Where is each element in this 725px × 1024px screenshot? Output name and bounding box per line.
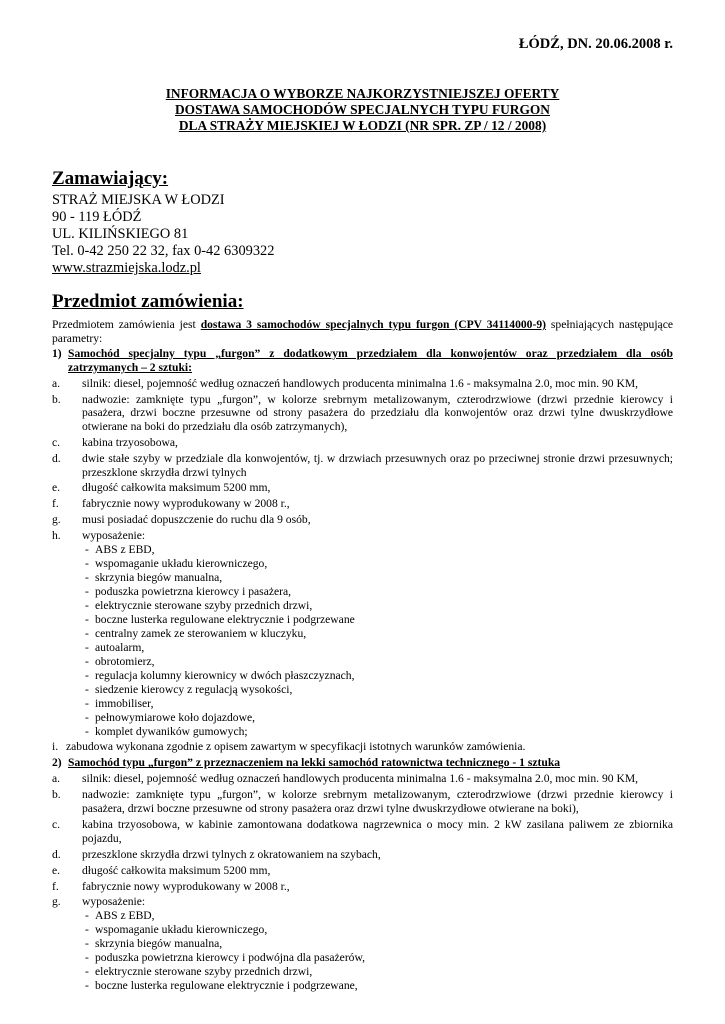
equipment-item: - centralny zamek ze sterowaniem w kluczyku, bbox=[82, 627, 673, 641]
equipment-item: - wspomaganie układu kierowniczego, bbox=[82, 923, 673, 937]
item-letter: g. bbox=[52, 513, 61, 527]
spec-item bbox=[52, 497, 673, 511]
address-line: STRAŻ MIEJSKA W ŁODZI bbox=[52, 192, 225, 208]
spec-item bbox=[52, 895, 673, 909]
item-text: fabrycznie nowy wyprodukowany w 2008 r., bbox=[82, 497, 290, 511]
section-number: 2) bbox=[52, 756, 62, 770]
equipment-item: - ABS z EBD, bbox=[82, 909, 673, 923]
equipment-item: - regulacja kolumny kierownicy w dwóch płaszczyznach, bbox=[82, 669, 673, 683]
intro-text-end: spełniających następujące parametry: bbox=[52, 318, 673, 345]
spec-item bbox=[52, 452, 673, 479]
equipment-item: - autoalarm, bbox=[82, 641, 673, 655]
equipment-item: - immobiliser, bbox=[82, 697, 673, 711]
spec-item bbox=[52, 818, 673, 845]
item-letter: f. bbox=[52, 879, 59, 893]
item-text: dwie stałe szyby w przedziale dla konwojentów, tj. w drzwiach przesuwnych oraz po przeciwnej stronie drzwi przesuwnych; przeszklone skrzydła drzwi tylnych bbox=[82, 451, 673, 479]
item-letter: c. bbox=[52, 817, 61, 831]
equipment-text: poduszka powietrzna kierowcy i pasażera, bbox=[95, 585, 292, 599]
item-letter: a. bbox=[52, 772, 61, 786]
equipment-text: boczne lusterka regulowane elektrycznie i podgrzewane, bbox=[95, 979, 358, 993]
equipment-item: - skrzynia biegów manualna, bbox=[82, 571, 673, 585]
equipment-list bbox=[82, 909, 673, 993]
equipment-item: - elektrycznie sterowane szyby przednich drzwi, bbox=[82, 599, 673, 613]
equipment-item: - elektrycznie sterowane szyby przednich drzwi, bbox=[82, 965, 673, 979]
spec-item bbox=[52, 772, 673, 786]
item-letter: c. bbox=[52, 435, 61, 449]
equipment-item: - pełnowymiarowe koło dojazdowe, bbox=[82, 711, 673, 725]
equipment-item: - siedzenie kierowcy z regulacją wysokości, bbox=[82, 683, 673, 697]
equipment-text: poduszka powietrzna kierowcy i podwójna dla pasażerów, bbox=[95, 951, 365, 965]
contact-line: Tel. 0-42 250 22 32, fax 0-42 6309322 bbox=[52, 243, 275, 259]
section-title: Samochód specjalny typu „furgon” z dodatkowym przedziałem dla konwojentów oraz przedziałem dla osób zatrzymanych – 2 sztuki: bbox=[68, 347, 673, 374]
equipment-text: regulacja kolumny kierownicy w dwóch płaszczyznach, bbox=[95, 669, 355, 683]
equipment-text: siedzenie kierowcy z regulacją wysokości, bbox=[95, 683, 293, 697]
intro-text: Przedmiotem zamówienia jest bbox=[52, 318, 201, 331]
spec-item bbox=[52, 740, 673, 754]
intro-bold-text: dostawa 3 samochodów specjalnych typu furgon (CPV 34114000-9) bbox=[200, 318, 546, 331]
equipment-item: - komplet dywaników gumowych; bbox=[82, 725, 673, 739]
item-letter: e. bbox=[52, 863, 61, 877]
document-date: ŁÓDŹ, DN. 20.06.2008 r. bbox=[518, 36, 673, 52]
item-text: długość całkowita maksimum 5200 mm, bbox=[82, 481, 271, 495]
spec-item bbox=[52, 377, 673, 391]
spec-item bbox=[52, 864, 673, 878]
title-line: INFORMACJA O WYBORZE NAJKORZYSTNIEJSZEJ OFERTY bbox=[165, 86, 560, 101]
przedmiot-heading: Przedmiot zamówienia: bbox=[52, 291, 244, 312]
address-line: 90 - 119 ŁÓDŹ bbox=[52, 209, 142, 225]
item-text: musi posiadać dopuszczenie do ruchu dla 9 osób, bbox=[82, 513, 311, 527]
item-letter: i. bbox=[52, 739, 59, 753]
equipment-text: autoalarm, bbox=[95, 641, 145, 655]
equipment-text: komplet dywaników gumowych; bbox=[95, 725, 248, 739]
item-letter: b. bbox=[52, 788, 61, 802]
section-2-heading bbox=[52, 756, 673, 770]
section-title: Samochód typu „furgon” z przeznaczeniem na lekki samochód ratownictwa technicznego - 1 sztuka bbox=[68, 756, 561, 770]
section-number: 1) bbox=[52, 347, 62, 361]
equipment-text: skrzynia biegów manualna, bbox=[95, 937, 223, 951]
item-letter: a. bbox=[52, 376, 61, 390]
equipment-text: wspomaganie układu kierowniczego, bbox=[95, 923, 268, 937]
equipment-text: ABS z EBD, bbox=[95, 909, 155, 923]
item-letter: f. bbox=[52, 497, 59, 511]
item-text: fabrycznie nowy wyprodukowany w 2008 r., bbox=[82, 879, 290, 893]
equipment-item: - boczne lusterka regulowane elektrycznie i podgrzewane bbox=[82, 613, 673, 627]
item-text: wyposażenie: bbox=[82, 895, 146, 909]
item-text: kabina trzyosobowa, w kabinie zamontowana dodatkowa nagrzewnica o mocy min. 2 kW zasilana paliwem ze zbiornika pojazdu, bbox=[82, 817, 673, 845]
contractor-address bbox=[52, 192, 274, 277]
equipment-item: - poduszka powietrzna kierowcy i pasażera, bbox=[82, 585, 673, 599]
equipment-text: centralny zamek ze sterowaniem w kluczyku, bbox=[95, 627, 307, 641]
item-text: długość całkowita maksimum 5200 mm, bbox=[82, 863, 271, 877]
title-line: DOSTAWA SAMOCHODÓW SPECJALNYCH TYPU FURGON bbox=[175, 102, 550, 117]
equipment-item: - poduszka powietrzna kierowcy i podwójna dla pasażerów, bbox=[82, 951, 673, 965]
equipment-item: - wspomaganie układu kierowniczego, bbox=[82, 557, 673, 571]
equipment-text: immobiliser, bbox=[95, 697, 154, 711]
equipment-text: wspomaganie układu kierowniczego, bbox=[95, 557, 268, 571]
equipment-text: elektrycznie sterowane szyby przednich drzwi, bbox=[95, 599, 313, 613]
item-text: przeszklone skrzydła drzwi tylnych z okratowaniem na szybach, bbox=[82, 847, 381, 861]
item-text: silnik: diesel, pojemność według oznaczeń handlowych producenta minimalna 1.6 - maksymalna 2.0, moc min. 90 KM, bbox=[82, 772, 639, 786]
address-line: UL. KILIŃSKIEGO 81 bbox=[52, 226, 189, 242]
spec-item bbox=[52, 481, 673, 495]
spec-item bbox=[52, 393, 673, 434]
equipment-text: ABS z EBD, bbox=[95, 543, 155, 557]
equipment-text: skrzynia biegów manualna, bbox=[95, 571, 223, 585]
equipment-item: - obrotomierz, bbox=[82, 655, 673, 669]
zamawiajacy-heading: Zamawiający: bbox=[52, 168, 169, 189]
item-text: zabudowa wykonana zgodnie z opisem zawartym w specyfikacji istotnych warunków zamówienia. bbox=[66, 739, 526, 753]
equipment-text: boczne lusterka regulowane elektrycznie i podgrzewane bbox=[95, 613, 355, 627]
spec-item bbox=[52, 848, 673, 862]
item-text: nadwozie: zamknięte typu „furgon”, w kolorze srebrnym metalizowanym, czterodrzwiowe (drzwi przednie kierowcy i pasażera, drzwi boczne przesuwne od strony pasażera oraz drzwi tylne dwuskrzydłowe otwierane na boki), bbox=[82, 788, 673, 815]
item-text: silnik: diesel, pojemność według oznaczeń handlowych producenta minimalna 1.6 - maksymalna 2.0, moc min. 90 KM, bbox=[82, 376, 639, 390]
document-title bbox=[52, 86, 673, 134]
section-1-heading bbox=[52, 347, 673, 374]
spec-item bbox=[52, 788, 673, 815]
item-text: kabina trzyosobowa, bbox=[82, 435, 178, 449]
spec-item bbox=[52, 513, 673, 527]
spec-item bbox=[52, 880, 673, 894]
equipment-item: - skrzynia biegów manualna, bbox=[82, 937, 673, 951]
website-link[interactable]: www.strazmiejska.lodz.pl bbox=[52, 260, 201, 276]
item-text: nadwozie: zamknięte typu „furgon”, w kolorze srebrnym metalizowanym, czterodrzwiowe (drzwi przednie kierowcy i pasażera, drzwi boczne przesuwne od strony pasażera do przedziału dla konwojentów oraz drzwi tylne dwuskrzydłowe otwierane na boki do przedziału dla osób zatrzymanych), bbox=[82, 392, 673, 433]
item-text: wyposażenie: bbox=[82, 529, 146, 543]
item-letter: d. bbox=[52, 847, 61, 861]
spec-item bbox=[52, 529, 673, 543]
intro-paragraph bbox=[52, 318, 673, 345]
equipment-text: obrotomierz, bbox=[95, 655, 155, 669]
equipment-text: elektrycznie sterowane szyby przednich drzwi, bbox=[95, 965, 313, 979]
item-letter: b. bbox=[52, 392, 61, 406]
equipment-item: - boczne lusterka regulowane elektrycznie i podgrzewane, bbox=[82, 979, 673, 993]
equipment-list bbox=[82, 543, 673, 738]
document-body bbox=[52, 318, 673, 993]
item-letter: d. bbox=[52, 451, 61, 465]
item-letter: h. bbox=[52, 529, 61, 543]
equipment-item: - ABS z EBD, bbox=[82, 543, 673, 557]
item-letter: e. bbox=[52, 481, 61, 495]
spec-item bbox=[52, 436, 673, 450]
equipment-text: pełnowymiarowe koło dojazdowe, bbox=[95, 711, 256, 725]
title-line: DLA STRAŻY MIEJSKIEJ W ŁODZI (NR SPR. ZP / 12 / 2008) bbox=[178, 118, 547, 133]
item-letter: g. bbox=[52, 895, 61, 909]
